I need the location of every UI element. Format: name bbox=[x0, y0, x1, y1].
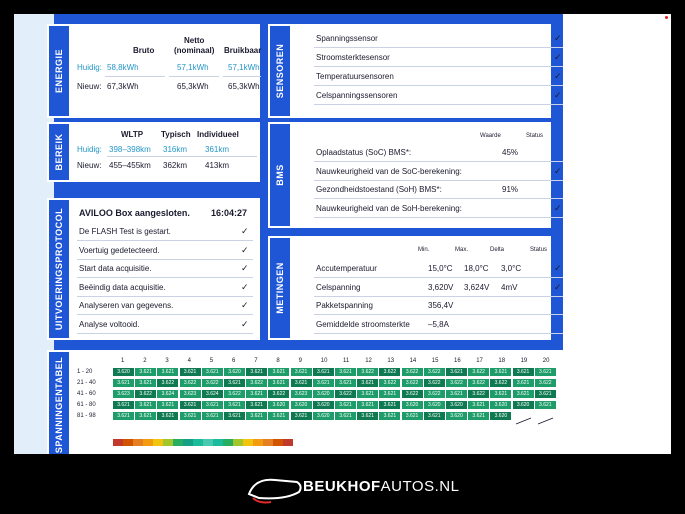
met-h-min: Min. bbox=[418, 247, 430, 253]
check-icon: ✓ bbox=[554, 165, 562, 176]
huidig-bruikbaar: 57,1kWh bbox=[228, 63, 260, 72]
row-label: 81 - 98 bbox=[77, 413, 96, 419]
divider bbox=[314, 217, 563, 218]
meting-min: 15,0°C bbox=[428, 264, 453, 273]
check-icon: ✓ bbox=[554, 52, 562, 62]
protocol-label: UITVOERINGSPROTOCOL bbox=[49, 200, 69, 338]
check-icon: ✓ bbox=[554, 33, 562, 43]
voltage-cell: 3.621 bbox=[135, 368, 156, 376]
voltage-cell: 3.620 bbox=[402, 401, 423, 409]
divider bbox=[77, 259, 253, 260]
divider bbox=[77, 314, 253, 315]
voltage-cell: 3.624 bbox=[157, 390, 178, 398]
voltage-cell: 3.622 bbox=[424, 368, 445, 376]
check-icon: ✓ bbox=[241, 244, 249, 255]
column-number: 16 bbox=[454, 358, 461, 364]
bms-panel bbox=[268, 122, 562, 228]
voltage-cell: 3.622 bbox=[402, 390, 423, 398]
column-number: 11 bbox=[343, 358, 350, 364]
red-dot bbox=[665, 16, 668, 19]
meting-label: Accutemperatuur bbox=[316, 264, 377, 273]
voltage-cell: 3.624 bbox=[202, 390, 223, 398]
voltage-cell: 3.621 bbox=[379, 390, 400, 398]
voltage-cell: 3.622 bbox=[424, 390, 445, 398]
voltage-cell: 3.621 bbox=[246, 390, 267, 398]
voltage-cell: 3.621 bbox=[379, 412, 400, 420]
empty-cell bbox=[535, 412, 556, 420]
voltage-cell: 3.621 bbox=[357, 390, 378, 398]
bereik-huidig-label: Huidig: bbox=[77, 145, 102, 154]
column-number: 13 bbox=[387, 358, 395, 364]
protocol-item: De FLASH Test is gestart. bbox=[79, 227, 171, 236]
protocol-item: Voertuig gedetecteerd. bbox=[79, 245, 160, 255]
voltage-cell: 3.621 bbox=[379, 401, 400, 409]
column-number: 12 bbox=[365, 358, 372, 364]
bms-row-value: 91% bbox=[502, 185, 519, 194]
voltage-cell: 3.622 bbox=[335, 390, 356, 398]
divider bbox=[77, 333, 253, 334]
check-icon: ✓ bbox=[554, 202, 562, 213]
voltage-cell: 3.621 bbox=[313, 379, 334, 387]
voltage-cell: 3.621 bbox=[135, 379, 156, 387]
voltage-cell: 3.621 bbox=[513, 390, 534, 398]
voltage-cell: 3.622 bbox=[135, 390, 156, 398]
divider bbox=[314, 314, 563, 315]
protocol-time: 16:04:27 bbox=[211, 208, 248, 218]
voltage-cell: 3.621 bbox=[268, 379, 289, 387]
voltage-cell: 3.621 bbox=[535, 368, 556, 376]
spanning-panel bbox=[47, 350, 563, 454]
protocol-item: Beëindig data acquisitie. bbox=[79, 282, 166, 292]
voltage-cell: 3.621 bbox=[535, 401, 556, 409]
bereik-nieuw-wltp: 455–455km bbox=[109, 161, 151, 170]
voltage-cell: 3.622 bbox=[468, 379, 489, 387]
bms-label: BMS bbox=[270, 124, 290, 226]
brand-logo bbox=[245, 468, 460, 508]
scale-segment bbox=[113, 439, 123, 446]
energie-label: ENERGIE bbox=[49, 26, 69, 116]
voltage-cell: 3.621 bbox=[224, 379, 245, 387]
bms-h-waarde: Waarde bbox=[480, 133, 501, 139]
voltage-cell: 3.620 bbox=[446, 401, 467, 409]
bms-row-label: Gezondheidstoestand (SoH) BMS*: bbox=[316, 185, 442, 194]
logo-brand: BEUKHOF bbox=[303, 478, 381, 495]
bms-row-label: Nauwkeurigheid van de SoH-berekening: bbox=[316, 203, 462, 213]
bms-row-label: Oplaadstatus (SoC) BMS*: bbox=[316, 148, 412, 157]
protocol-item: Start data acquisitie. bbox=[79, 264, 152, 273]
column-number: 20 bbox=[542, 358, 550, 364]
voltage-cell: 3.620 bbox=[268, 401, 289, 409]
sensoren-panel bbox=[268, 24, 562, 118]
scale-segment bbox=[183, 439, 193, 446]
check-icon: ✓ bbox=[241, 263, 249, 273]
row-label: 41 - 60 bbox=[77, 391, 96, 397]
met-h-max: Max. bbox=[455, 247, 469, 253]
protocol-head: AVILOO Box aangesloten. bbox=[79, 208, 190, 218]
voltage-cell: 3.621 bbox=[313, 368, 334, 376]
voltage-cell: 3.622 bbox=[246, 379, 267, 387]
voltage-cell: 3.621 bbox=[513, 379, 534, 387]
divider bbox=[314, 296, 563, 297]
voltage-cell: 3.621 bbox=[135, 401, 156, 409]
row-label: 1 - 20 bbox=[77, 369, 93, 375]
voltage-cell: 3.622 bbox=[402, 368, 423, 376]
voltage-cell: 3.620 bbox=[424, 401, 445, 409]
voltage-cell: 3.620 bbox=[446, 412, 467, 420]
voltage-cell: 3.621 bbox=[291, 379, 312, 387]
divider bbox=[314, 180, 563, 181]
voltage-cell: 3.622 bbox=[446, 379, 467, 387]
scale-segment bbox=[223, 439, 233, 446]
column-number: 10 bbox=[320, 358, 328, 364]
bms-row-value: 45% bbox=[502, 148, 519, 157]
divider bbox=[77, 277, 253, 278]
column-number: 4 bbox=[187, 358, 191, 364]
meting-min: 356,4V bbox=[428, 301, 454, 310]
scale-segment bbox=[283, 439, 293, 446]
scale-segment bbox=[273, 439, 283, 446]
voltage-cell: 3.622 bbox=[357, 368, 378, 376]
bms-row-label: Nauwkeurigheid van de SoC-berekening: bbox=[316, 166, 462, 176]
scale-segment bbox=[123, 439, 133, 446]
voltage-cell: 3.621 bbox=[180, 401, 201, 409]
huidig-netto: 57,1kWh bbox=[177, 63, 209, 72]
divider bbox=[314, 104, 563, 105]
voltage-cell: 3.621 bbox=[202, 412, 223, 420]
voltage-cell: 3.620 bbox=[313, 401, 334, 409]
divider bbox=[314, 47, 563, 48]
protocol-panel bbox=[47, 198, 260, 340]
col-typisch: Typisch bbox=[161, 130, 191, 139]
voltage-cell: 3.622 bbox=[379, 368, 400, 376]
voltage-cell: 3.620 bbox=[490, 412, 511, 420]
divider bbox=[77, 240, 253, 241]
meting-label: Gemiddelde stroomsterkte bbox=[316, 319, 410, 329]
voltage-cell: 3.621 bbox=[402, 412, 423, 420]
voltage-cell: 3.621 bbox=[446, 368, 467, 376]
scale-segment bbox=[213, 439, 223, 446]
voltage-cell: 3.622 bbox=[468, 390, 489, 398]
voltage-cell: 3.622 bbox=[424, 379, 445, 387]
voltage-cell: 3.621 bbox=[535, 390, 556, 398]
huidig-bruto: 58,8kWh bbox=[107, 63, 139, 72]
voltage-cell: 3.621 bbox=[202, 368, 223, 376]
voltage-cell: 3.622 bbox=[180, 379, 201, 387]
column-number: 6 bbox=[232, 358, 236, 364]
voltage-cell: 3.621 bbox=[490, 368, 511, 376]
scale-segment bbox=[193, 439, 203, 446]
voltage-cell: 3.621 bbox=[490, 390, 511, 398]
voltage-cell: 3.621 bbox=[246, 412, 267, 420]
row-label: 21 - 40 bbox=[77, 380, 96, 386]
column-number: 9 bbox=[298, 358, 302, 364]
voltage-cell: 3.620 bbox=[224, 368, 245, 376]
voltage-cell: 3.621 bbox=[335, 412, 356, 420]
scale-segment bbox=[133, 439, 143, 446]
meting-delta: 3,0°C bbox=[501, 264, 522, 273]
voltage-cell: 3.622 bbox=[379, 379, 400, 387]
check-icon: ✓ bbox=[241, 300, 249, 310]
voltage-cell: 3.621 bbox=[157, 401, 178, 409]
meting-max: 3,624V bbox=[464, 282, 490, 292]
voltage-cell: 3.621 bbox=[113, 401, 134, 409]
logo-suffix: AUTOS.NL bbox=[380, 478, 460, 495]
check-icon: ✓ bbox=[554, 71, 562, 81]
voltage-cell: 3.622 bbox=[402, 379, 423, 387]
voltage-cell: 3.622 bbox=[268, 390, 289, 398]
energie-panel bbox=[47, 24, 260, 118]
meting-delta: 4mV bbox=[501, 282, 518, 292]
voltage-cell: 3.621 bbox=[424, 412, 445, 420]
bms-h-status: Status bbox=[526, 133, 544, 139]
column-number: 3 bbox=[165, 358, 169, 364]
right-margin bbox=[563, 14, 671, 454]
voltage-cell: 3.621 bbox=[513, 368, 534, 376]
sensor-item: Stroomsterktesensor bbox=[316, 53, 390, 62]
meting-label: Pakketspanning bbox=[316, 301, 373, 310]
scale-segment bbox=[263, 439, 273, 446]
voltage-cell: 3.622 bbox=[468, 368, 489, 376]
meting-label: Celspanning bbox=[316, 282, 361, 292]
voltage-cell: 3.621 bbox=[113, 412, 134, 420]
protocol-item: Analyse voltooid. bbox=[79, 319, 140, 329]
col-netto: Netto bbox=[184, 36, 205, 45]
meting-max: 18,0°C bbox=[464, 264, 489, 273]
col-netto-sub: (nominaal) bbox=[174, 46, 215, 55]
scale-segment bbox=[243, 439, 253, 446]
meting-min: 3,620V bbox=[428, 282, 454, 292]
divider bbox=[314, 161, 563, 162]
column-number: 18 bbox=[498, 358, 506, 364]
col-bruikbaar: Bruikbaar bbox=[224, 46, 262, 55]
sensor-item: Celspanningssensoren bbox=[316, 91, 398, 100]
voltage-cell: 3.621 bbox=[357, 401, 378, 409]
voltage-cell: 3.621 bbox=[246, 368, 267, 376]
bereik-nieuw-individueel: 413km bbox=[205, 161, 230, 170]
spanning-label: SPANNINGENTABEL bbox=[49, 352, 69, 454]
column-number: 19 bbox=[520, 358, 528, 364]
bereik-nieuw-label: Nieuw: bbox=[77, 161, 102, 170]
scale-segment bbox=[233, 439, 243, 446]
column-number: 15 bbox=[431, 358, 439, 364]
column-number: 7 bbox=[254, 358, 258, 364]
col-bruto: Bruto bbox=[133, 46, 155, 55]
nieuw-bruto: 67,3kWh bbox=[107, 82, 139, 91]
voltage-cell: 3.620 bbox=[291, 401, 312, 409]
bereik-nieuw-typisch: 362km bbox=[163, 161, 188, 170]
voltage-cell: 3.621 bbox=[468, 412, 489, 420]
voltage-cell: 3.621 bbox=[291, 368, 312, 376]
column-number: 14 bbox=[409, 358, 417, 364]
voltage-cell: 3.621 bbox=[202, 401, 223, 409]
divider bbox=[314, 85, 563, 86]
voltage-cell: 3.621 bbox=[224, 401, 245, 409]
divider bbox=[77, 296, 253, 297]
voltage-cell: 3.622 bbox=[535, 379, 556, 387]
bereik-label: BEREIK bbox=[49, 124, 69, 180]
voltage-cell: 3.621 bbox=[268, 412, 289, 420]
met-h-delta: Delta bbox=[490, 247, 505, 253]
report-page bbox=[14, 14, 563, 454]
voltage-cell: 3.621 bbox=[335, 368, 356, 376]
voltage-cell: 3.622 bbox=[224, 390, 245, 398]
column-number: 5 bbox=[209, 358, 214, 364]
bereik-huidig-typisch: 316km bbox=[163, 145, 188, 154]
voltage-cell: 3.620 bbox=[490, 401, 511, 409]
voltage-cell: 3.621 bbox=[135, 412, 156, 420]
voltage-cell: 3.621 bbox=[157, 412, 178, 420]
voltage-cell: 3.621 bbox=[180, 368, 201, 376]
check-icon: ✓ bbox=[241, 226, 249, 236]
voltage-cell: 3.622 bbox=[202, 379, 223, 387]
row-huidig-label: Huidig: bbox=[77, 63, 102, 72]
voltage-cell: 3.621 bbox=[157, 368, 178, 376]
voltage-cell: 3.622 bbox=[490, 379, 511, 387]
scale-segment bbox=[163, 439, 173, 446]
voltage-cell: 3.623 bbox=[113, 390, 134, 398]
check-icon: ✓ bbox=[241, 281, 249, 292]
scale-segment bbox=[153, 439, 163, 446]
voltage-cell: 3.623 bbox=[180, 390, 201, 398]
voltage-cell: 3.621 bbox=[291, 412, 312, 420]
nieuw-bruikbaar: 65,3kWh bbox=[228, 82, 260, 91]
metingen-panel bbox=[268, 236, 562, 340]
nieuw-netto: 65,3kWh bbox=[177, 82, 209, 91]
sensor-item: Temperatuursensoren bbox=[316, 72, 394, 81]
protocol-item: Analyseren van gegevens. bbox=[79, 301, 174, 310]
voltage-cell: 3.621 bbox=[357, 412, 378, 420]
voltage-cell: 3.623 bbox=[291, 390, 312, 398]
voltage-cell: 3.621 bbox=[335, 379, 356, 387]
voltage-cell: 3.620 bbox=[513, 401, 534, 409]
voltage-cell: 3.621 bbox=[357, 379, 378, 387]
scale-segment bbox=[173, 439, 183, 446]
met-h-status: Status bbox=[530, 247, 548, 253]
voltage-cell: 3.621 bbox=[180, 412, 201, 420]
voltage-cell: 3.620 bbox=[313, 390, 334, 398]
voltage-cell: 3.621 bbox=[113, 379, 134, 387]
meting-min: –5,8A bbox=[428, 319, 449, 329]
voltage-cell: 3.620 bbox=[113, 368, 134, 376]
bereik-panel bbox=[47, 122, 260, 182]
check-icon: ✓ bbox=[554, 281, 562, 292]
sensor-item: Spanningssensor bbox=[316, 34, 378, 43]
check-icon: ✓ bbox=[554, 90, 562, 100]
voltage-cell: 3.621 bbox=[335, 401, 356, 409]
scale-segment bbox=[253, 439, 263, 446]
bereik-huidig-individueel: 361km bbox=[205, 145, 230, 154]
voltage-cell: 3.622 bbox=[157, 379, 178, 387]
divider bbox=[314, 277, 563, 278]
scale-segment bbox=[203, 439, 213, 446]
check-icon: ✓ bbox=[554, 263, 562, 273]
voltage-cell: 3.620 bbox=[313, 412, 334, 420]
scale-segment bbox=[143, 439, 153, 446]
voltage-cell: 3.621 bbox=[468, 401, 489, 409]
column-number: 1 bbox=[121, 358, 125, 364]
divider bbox=[314, 333, 563, 334]
row-nieuw-label: Nieuw: bbox=[77, 82, 102, 91]
column-number: 17 bbox=[476, 358, 483, 364]
row-label: 61 - 80 bbox=[77, 402, 96, 408]
col-wltp: WLTP bbox=[121, 130, 144, 139]
divider bbox=[314, 66, 563, 67]
sensoren-label: SENSOREN bbox=[270, 26, 290, 116]
column-number: 2 bbox=[143, 358, 147, 364]
divider bbox=[314, 198, 563, 199]
column-number: 8 bbox=[276, 358, 280, 364]
voltage-cell: 3.621 bbox=[268, 368, 289, 376]
check-icon: ✓ bbox=[241, 318, 249, 329]
metingen-label: METINGEN bbox=[270, 238, 290, 338]
voltage-cell: 3.621 bbox=[246, 401, 267, 409]
empty-cell bbox=[513, 412, 534, 420]
bereik-huidig-wltp: 398–398km bbox=[109, 145, 151, 154]
voltage-cell: 3.621 bbox=[224, 412, 245, 420]
col-individueel: Individueel bbox=[197, 130, 239, 139]
voltage-cell: 3.621 bbox=[446, 390, 467, 398]
